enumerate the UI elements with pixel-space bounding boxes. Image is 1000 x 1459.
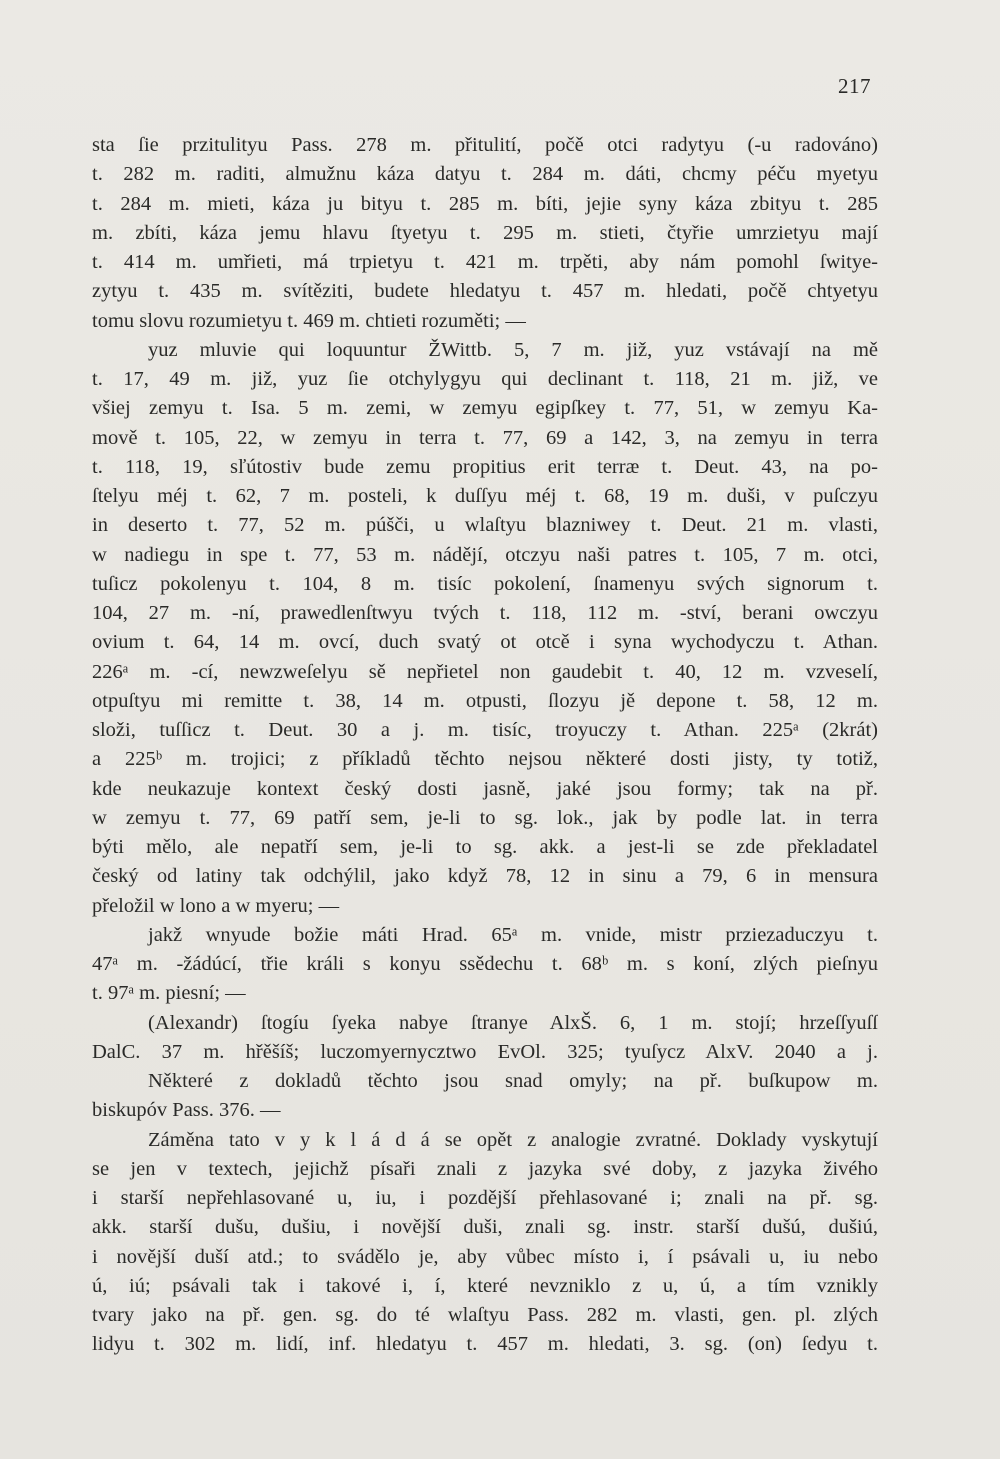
page-number: 217	[838, 74, 871, 98]
text-line: t. 17, 49 m. již, yuz ſie otchylygyu qui declinant t. 118, 21 m. již, ve	[92, 368, 878, 390]
text-line: yuz mluvie qui loquuntur ŽWittb. 5, 7 m. již, yuz vstávají na mě	[148, 338, 878, 361]
text-line: akk. starší dušu, dušiu, i novější duši, znali sg. instr. starší dušú, dušiú,	[92, 1216, 878, 1239]
text-line: i novější duší atd.; to svádělo je, aby vůbec místo i, í psávali u, iu nebo	[92, 1245, 878, 1268]
text-line: přeložil w lono a w myeru; —	[92, 894, 340, 917]
text-line: kde neukazuje kontext český dosti jasně, jaké jsou formy; tak na př.	[92, 777, 878, 800]
text-line: t. 414 m. umřieti, má trpietyu t. 421 m. trpěti, aby nám pomohl ſwitye-	[92, 251, 878, 273]
text-block	[92, 131, 878, 1360]
text-line: t. 97ᵃ m. piesní; —	[92, 982, 246, 1005]
text-line: zytyu t. 435 m. svítěziti, budete hledatyu t. 457 m. hledati, počě chtyetyu	[92, 280, 878, 303]
text-line: 104, 27 m. -ní, prawedlenſtwyu tvých t. 118, 112 m. -ství, berani owczyu	[92, 602, 878, 624]
text-line: ovium t. 64, 14 m. ovcí, duch svatý ot otcě i syna wychodyczu t. Athan.	[92, 631, 878, 654]
text-line: DalC. 37 m. hřěšíš; luczomyernycztwo EvOl. 325; tyuſycz AlxV. 2040 a j.	[92, 1040, 878, 1063]
text-line: sta ſie przitulityu Pass. 278 m. přitulití, počě otci radytyu (-u radováno)	[92, 134, 878, 156]
text-line: otpuſtyu mi remitte t. 38, 14 m. otpusti, ſlozyu jě depone t. 58, 12 m.	[92, 689, 878, 712]
text-line: ſtelyu méj t. 62, 7 m. posteli, k duſſyu méj t. 68, 19 m. duši, v puſczyu	[92, 485, 878, 507]
text-line: býti mělo, ale nepatří sem, je-li to sg. akk. a jest-li se zde překladatel	[92, 836, 878, 858]
text-line: tuſicz pokolenyu t. 104, 8 m. tisíc pokolení, ſnamenyu svých signorum t.	[92, 572, 878, 595]
text-line: mově t. 105, 22, w zemyu in terra t. 77, 69 a 142, 3, na zemyu in terra	[92, 426, 878, 449]
text-line: český od latiny tak odchýlil, jako když 78, 12 in sinu a 79, 6 in mensura	[92, 865, 878, 888]
text-line: 226ᵃ m. -cí, newzweſelyu sě nepřietel non gaudebit t. 40, 12 m. vzveselí,	[92, 660, 878, 683]
text-line: t. 118, 19, sľútostiv bude zemu propitius erit terræ t. Deut. 43, na po-	[92, 455, 878, 478]
text-line: in deserto t. 77, 52 m. púšči, u wlaſtyu blazniwey t. Deut. 21 m. vlasti,	[92, 514, 878, 537]
text-line: m. zbíti, káza jemu hlavu ſtyetyu t. 295 m. stieti, čtyřie umrzietyu mají	[92, 221, 878, 244]
text-line: biskupóv Pass. 376. —	[92, 1099, 281, 1122]
text-line: všiej zemyu t. Isa. 5 m. zemi, w zemyu egipſkey t. 77, 51, w zemyu Ka-	[92, 397, 878, 420]
text-line: složi, tuſſicz t. Deut. 30 a j. m. tisíc, troyuczy t. Athan. 225ᵃ (2krát)	[92, 719, 878, 741]
text-line: tvary jako na př. gen. sg. do té wlaſtyu Pass. 282 m. vlasti, gen. pl. zlých	[92, 1304, 878, 1326]
text-line: a 225ᵇ m. trojici; z příkladů těchto nejsou některé dosti jisty, ty totiž,	[92, 748, 878, 771]
text-line: Záměna tato v y k l á d á se opět z analogie zvratné. Doklady vyskytují	[148, 1128, 878, 1151]
text-line: se jen v textech, jejichž písaři znali z jazyka své doby, z jazyka živého	[92, 1157, 878, 1180]
text-line: (Alexandr) ſtogíu ſyeka nabye ſtranye AlxŠ. 6, 1 m. stojí; hrzeſſyuſſ	[148, 1011, 878, 1034]
text-line: Některé z dokladů těchto jsou snad omyly; na př. buſkupow m.	[148, 1070, 878, 1092]
text-line: w nadiegu in spe t. 77, 53 m. nádějí, otczyu naši patres t. 105, 7 m. otci,	[92, 543, 878, 566]
text-line: tomu slovu rozumietyu t. 469 m. chtieti rozuměti; —	[92, 309, 526, 332]
text-line: 47ᵃ m. -žádúcí, třie králi s konyu ssědechu t. 68ᵇ m. s koní, zlých pieſnyu	[92, 953, 878, 975]
text-line: i starší nepřehlasované u, iu, i pozdější přehlasované i; znali na př. sg.	[92, 1187, 878, 1209]
text-line: w zemyu t. 77, 69 patří sem, je-li to sg. lok., jak by podle lat. in terra	[92, 806, 878, 829]
text-line: t. 284 m. mieti, káza ju bityu t. 285 m. bíti, jejie syny káza zbityu t. 285	[92, 192, 878, 215]
text-line: t. 282 m. raditi, almužnu káza datyu t. 284 m. dáti, chcmy péču myetyu	[92, 163, 878, 186]
text-line: ú, iú; psávali tak i takové i, í, které nevzniklo z u, ú, a tím vznikly	[92, 1274, 878, 1297]
text-line: jakž wnyude božie máti Hrad. 65ᵃ m. vnide, mistr prziezaduczyu t.	[148, 923, 878, 946]
text-line: lidyu t. 302 m. lidí, inf. hledatyu t. 457 m. hledati, 3. sg. (on) ſedyu t.	[92, 1333, 878, 1356]
